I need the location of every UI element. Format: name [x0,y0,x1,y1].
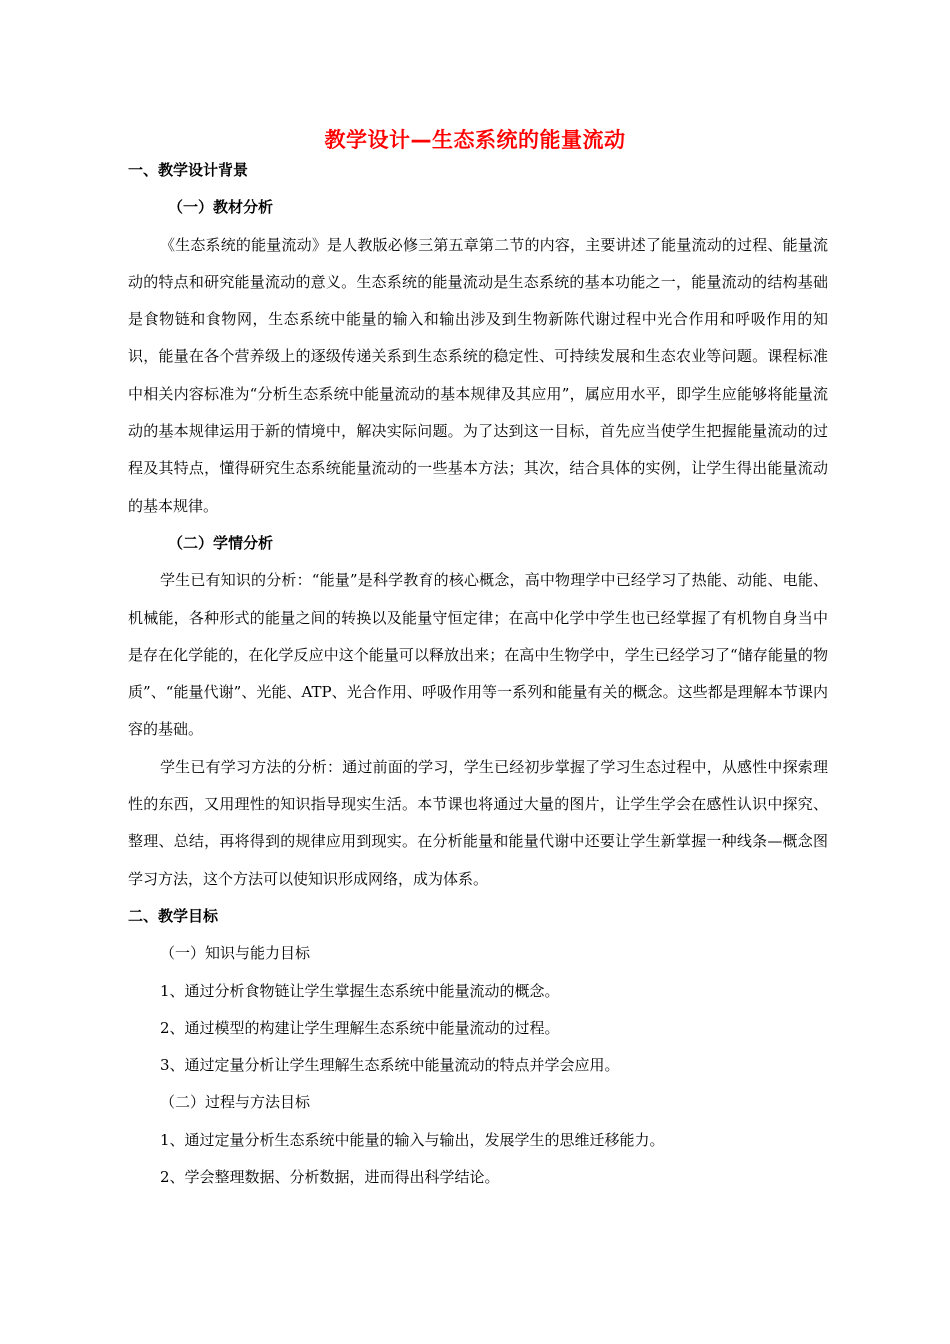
paragraph-student-knowledge: 学生已有知识的分析：“能量”是科学教育的核心概念，高中物理学中已经学习了热能、动能、电能、机械能，各种形式的能量之间的转换以及能量守恒定律；在高中化学中学生也已经掌握了有机物自身当中是存在化学能的，在化学反应中这个能量可以释放出来；在高中生物学中，学生已经学习了“储存能量的物质”、“能量代谢”、光能、ATP、光合作用、呼吸作用等一系列和能量有关的概念。这些都是理解本节课内容的基础。 [128,571,828,739]
subsection-heading-student-analysis: （二）学情分析 [168,533,274,552]
list-item: 2、学会整理数据、分析数据，进而得出科学结论。 [160,1168,500,1187]
paragraph-textbook-analysis: 《生态系统的能量流动》是人教版必修三第五章第二节的内容，主要讲述了能量流动的过程、能量流动的特点和研究能量流动的意义。生态系统的能量流动是生态系统的基本功能之一，能量流动的结构基础是食物链和食物网，生态系统中能量的输入和输出涉及到生物新陈代谢过程中光合作用和呼吸作用的知识，能量在各个营养级上的逐级传递关系到生态系统的稳定性、可持续发展和生态农业等问题。课程标准中相关内容标准为“分析生态系统中能量流动的基本规律及其应用”，属应用水平，即学生应能够将能量流动的基本规律运用于新的情境中，解决实际问题。为了达到这一目标，首先应当使学生把握能量流动的过程及其特点，懂得研究生态系统能量流动的一些基本方法；其次，结合具体的实例，让学生得出能量流动的基本规律。 [128,235,828,515]
subsection-heading-process-goals: （二）过程与方法目标 [160,1093,311,1112]
document-body [128,152,828,1196]
subsection-heading-textbook-analysis: （一）教材分析 [168,198,274,217]
paragraph-student-methods: 学生已有学习方法的分析：通过前面的学习，学生已经初步掌握了学习生态过程中，从感性中探索理性的东西，又用理性的知识指导现实生活。本节课也将通过大量的图片，让学生学会在感性认识中探究、整理、总结，再将得到的规律应用到现实。在分析能量和能量代谢中还要让学生新掌握一种线条—概念图学习方法，这个方法可以使知识形成网络，成为体系。 [128,757,828,888]
list-item: 2、通过模型的构建让学生理解生态系统中能量流动的过程。 [160,1018,560,1037]
subsection-heading-knowledge-goals: （一）知识与能力目标 [160,944,311,963]
list-item: 3、通过定量分析让学生理解生态系统中能量流动的特点并学会应用。 [160,1056,620,1075]
list-item: 1、通过定量分析生态系统中能量的输入与输出，发展学生的思维迁移能力。 [160,1130,665,1149]
section-heading-objectives: 二、教学目标 [128,906,219,925]
document-title: 教学设计—生态系统的能量流动 [324,128,626,152]
section-heading-background: 一、教学设计背景 [128,161,249,179]
list-item: 1、通过分析食物链让学生掌握生态系统中能量流动的概念。 [160,981,560,1000]
